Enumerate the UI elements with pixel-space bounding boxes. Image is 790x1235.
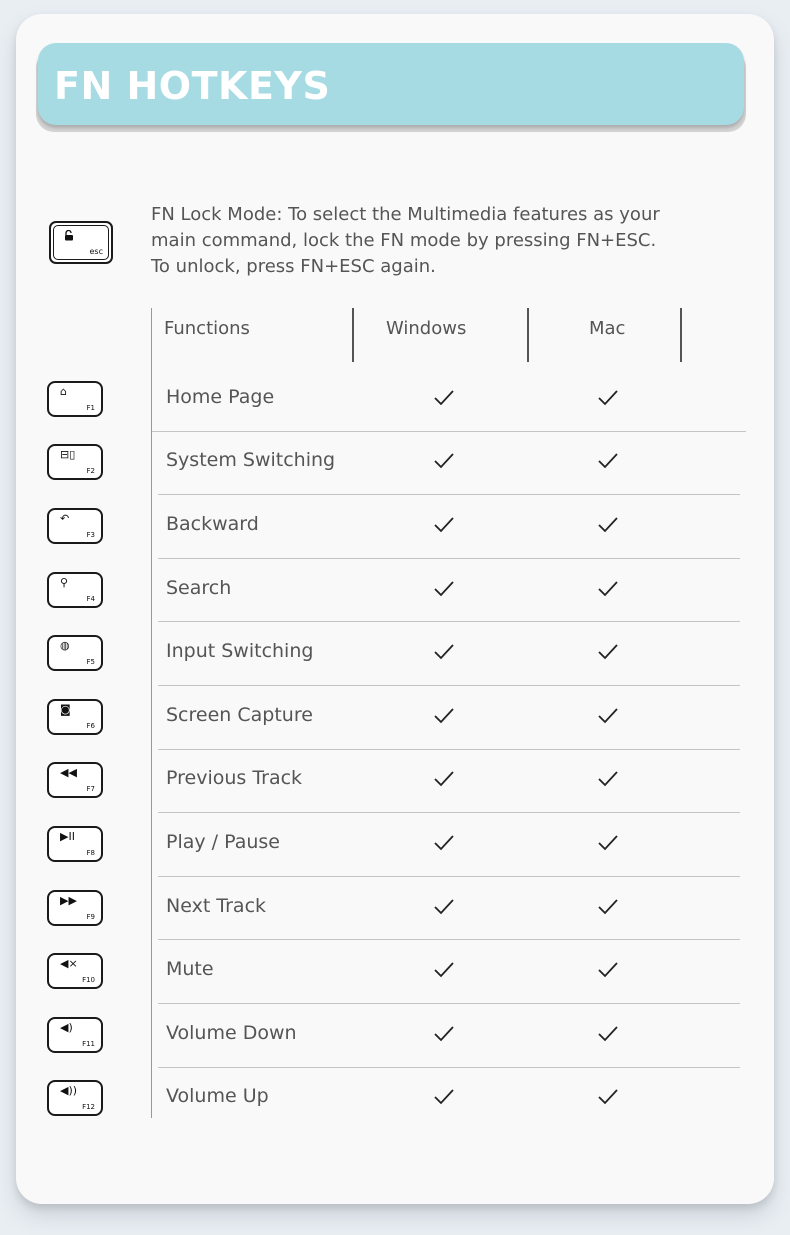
function-key-f12 [47,1080,103,1116]
check-icon-mac [597,1088,619,1106]
function-key-f2 [47,444,103,480]
function-name: Search [166,576,232,599]
check-icon-windows [433,898,455,916]
check-icon-mac [597,452,619,470]
fn-lock-description [151,202,731,280]
function-key-label: F4 [86,594,95,603]
check-icon-windows [433,389,455,407]
check-icon-windows [433,516,455,534]
system-switch-icon: ⊟▯ [60,448,76,462]
function-key-label: F1 [86,403,95,412]
function-key-f8 [47,826,103,862]
camera-icon: ◙ [60,702,71,716]
mute-icon: ◀× [60,957,78,971]
function-key-f7 [47,762,103,798]
function-name: Screen Capture [166,703,313,726]
check-icon-mac [597,1025,619,1043]
row-divider [158,1067,740,1068]
row-divider [152,431,746,432]
function-key-label: F9 [86,912,95,921]
esc-key [49,221,113,264]
row-divider [158,812,740,813]
header-functions: Functions [164,318,250,339]
volume-down-icon: ◀) [60,1020,73,1034]
check-icon-windows [433,1088,455,1106]
card [16,14,774,1204]
function-name: Play / Pause [166,831,280,853]
check-icon-windows [433,770,455,788]
intro-line: FN Lock Mode: To select the Multimedia features as your [151,204,660,225]
table-left-border [151,308,152,1118]
check-icon-windows [433,580,455,598]
page-title: FN HOTKEYS [54,64,331,108]
header-divider [352,308,354,362]
function-key-f1 [47,381,103,417]
check-icon-mac [597,707,619,725]
unlock-icon [64,230,75,244]
function-name: Volume Down [166,1021,297,1044]
function-name: Input Switching [166,640,314,663]
function-name: Next Track [166,894,267,917]
row-divider [158,939,740,940]
row-divider [158,621,740,622]
volume-up-icon: ◀)) [60,1084,78,1098]
check-icon-mac [597,961,619,979]
function-name: Home Page [166,385,275,408]
check-icon-windows [433,452,455,470]
function-key-label: F8 [86,849,95,857]
function-name: System Switching [166,449,336,472]
header-mac: Mac [589,318,626,339]
check-icon-windows [433,1025,455,1043]
check-icon-mac [597,834,619,852]
header-windows: Windows [386,318,467,339]
function-name: Volume Up [166,1085,269,1108]
row-divider [158,685,740,686]
row-divider [158,1003,740,1004]
home-icon: ⌂ [60,384,67,398]
row-divider [158,749,740,750]
function-key-label: F10 [82,976,95,985]
intro-line: main command, lock the FN mode by pressing FN+ESC. [151,230,657,251]
check-icon-mac [597,898,619,916]
function-key-f10 [47,953,103,989]
function-key-f9 [47,890,103,926]
function-key-f11 [47,1017,103,1053]
function-key-label: F11 [82,1039,95,1048]
row-divider [158,558,740,559]
back-arrow-icon: ↶ [60,512,70,525]
header-divider [527,308,529,362]
check-icon-mac [597,389,619,407]
previous-track-icon: ◀◀ [60,766,77,780]
esc-key-label: esc [89,247,103,256]
function-key-f3 [47,508,103,544]
function-key-f5 [47,635,103,671]
check-icon-windows [433,707,455,725]
function-key-label: F3 [86,531,95,539]
check-icon-mac [597,643,619,661]
row-divider [158,876,740,877]
function-key-f6 [47,699,103,735]
intro-line: To unlock, press FN+ESC again. [151,256,436,277]
check-icon-mac [597,516,619,534]
row-divider [158,494,740,495]
function-key-label: F12 [82,1103,95,1112]
function-name: Backward [166,513,259,535]
function-name: Mute [166,958,214,981]
check-icon-mac [597,770,619,788]
function-key-label: F6 [86,721,95,730]
next-track-icon: ▶▶ [60,893,77,907]
check-icon-windows [433,643,455,661]
globe-icon: ◍ [60,639,70,653]
function-key-label: F7 [86,785,95,794]
function-name: Previous Track [166,767,303,790]
check-icon-windows [433,961,455,979]
search-icon: ⚲ [60,575,69,589]
header-divider [680,308,682,362]
play-pause-icon: ▶II [60,830,75,843]
function-key-label: F2 [86,467,95,476]
check-icon-windows [433,834,455,852]
function-key-label: F5 [86,658,95,667]
function-key-f4 [47,572,103,608]
check-icon-mac [597,580,619,598]
